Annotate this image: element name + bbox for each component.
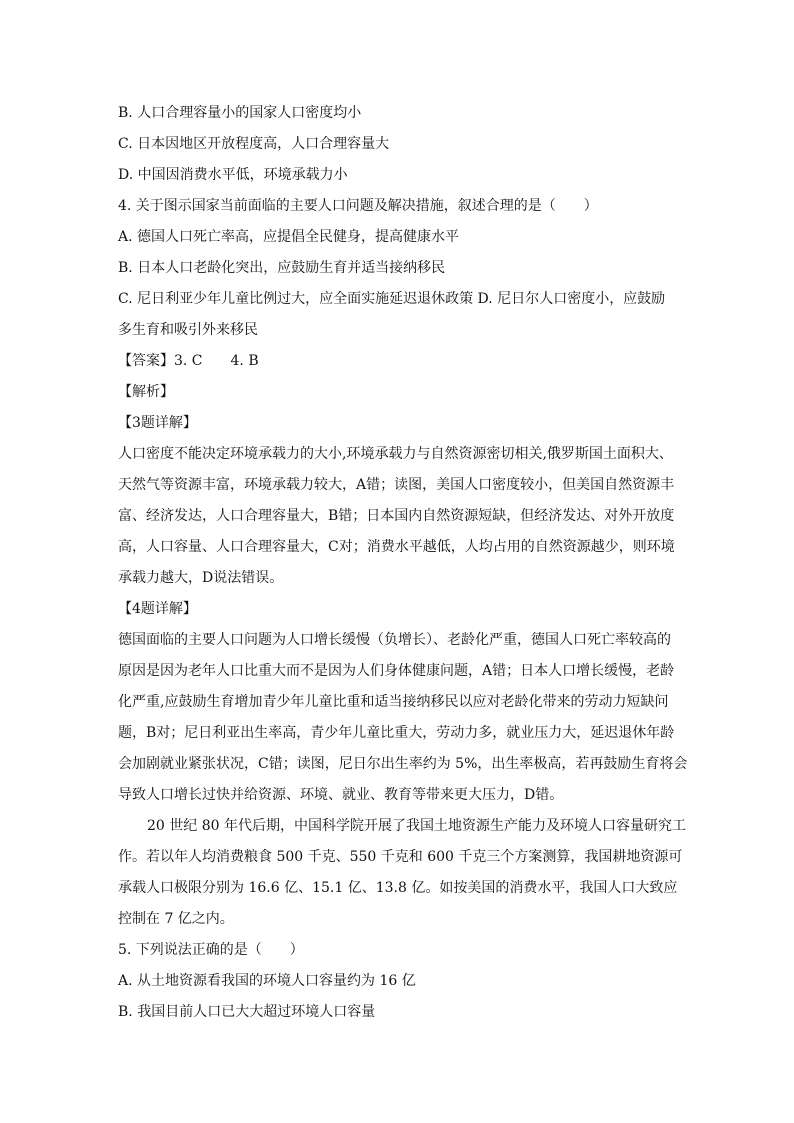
q5-option-a: A. 从土地资源看我国的环境人口容量约为 16 亿 <box>118 973 416 989</box>
passage-text: 20 世纪 80 年代后期，中国科学院开展了我国土地资源生产能力及环境人口容量研究工 <box>147 818 686 834</box>
option-b-line: B. 人口合理容量小的国家人口密度均小 <box>118 105 362 121</box>
q4-option-d-continued: 多生育和吸引外来移民 <box>118 322 258 338</box>
q4-option-a: A. 德国人口死亡率高，应提倡全民健身，提高健康水平 <box>118 229 460 245</box>
q4-detail-text: 导致人口增长过快并给资源、环境、就业、教育等带来更大压力，D错。 <box>118 787 564 803</box>
question-5: 5. 下列说法正确的是（ ） <box>118 942 304 958</box>
q3-detail-text: 承载力越大，D说法错误。 <box>118 570 284 586</box>
q3-detail-text: 人口密度不能决定环境承载力的大小,环境承载力与自然资源密切相关,俄罗斯国土面积大、 <box>118 446 673 462</box>
q5-option-b: B. 我国目前人口已大大超过环境人口容量 <box>118 1004 376 1020</box>
q4-option-c: C. 尼日利亚少年儿童比例过大，应全面实施延迟退休政策 D. 尼日尔人口密度小，应鼓励 <box>118 291 666 307</box>
q4-detail-text: 会加剧就业紧张状况，C错；读图，尼日尔出生率约为 5%，出生率极高，若再鼓励生育将会 <box>118 756 688 772</box>
option-d-line: D. 中国因消费水平低，环境承载力小 <box>118 167 348 183</box>
q4-detail-text: 化严重,应鼓励生育增加青少年儿童比重和适当接纳移民以应对老龄化带来的劳动力短缺问 <box>118 694 669 710</box>
q3-detail-text: 天然气等资源丰富，环境承载力较大，A错；读图，美国人口密度较小，但美国自然资源丰 <box>118 477 675 493</box>
question-4: 4. 关于图示国家当前面临的主要人口问题及解决措施，叙述合理的是（ ） <box>118 198 598 214</box>
answer-line: 【答案】3. C 4. B <box>118 353 259 369</box>
q4-detail-text: 题，B对；尼日利亚出生率高，青少年儿童比重大，劳动力多，就业压力大，延迟退休年龄 <box>118 725 675 741</box>
passage-text: 作。若以年人均消费粮食 500 千克、550 千克和 600 千克三个方案测算，我国耕地资源可 <box>118 849 683 865</box>
q3-detail-text: 富、经济发达，人口合理容量大，B错；日本国内自然资源短缺，但经济发达、对外开放度 <box>118 508 675 524</box>
option-c-line: C. 日本因地区开放程度高，人口合理容量大 <box>118 136 390 152</box>
analysis-heading: 【解析】 <box>118 384 174 400</box>
q4-detail-text: 德国面临的主要人口问题为人口增长缓慢（负增长）、老龄化严重，德国人口死亡率较高的 <box>118 632 671 648</box>
q4-detail-text: 原因是因为老年人口比重大而不是因为人们身体健康问题，A错；日本人口增长缓慢，老龄 <box>118 663 675 679</box>
passage-text: 控制在 7 亿之内。 <box>118 911 234 927</box>
q4-detail-heading: 【4题详解】 <box>118 601 197 617</box>
q3-detail-text: 高，人口容量、人口合理容量大，C对；消费水平越低，人均占用的自然资源越少，则环境 <box>118 539 675 555</box>
passage-text: 承载人口极限分别为 16.6 亿、15.1 亿、13.8 亿。如按美国的消费水平，我国人口大致应 <box>118 880 678 896</box>
q4-option-b: B. 日本人口老龄化突出，应鼓励生育并适当接纳移民 <box>118 260 446 276</box>
q3-detail-heading: 【3题详解】 <box>118 415 197 431</box>
